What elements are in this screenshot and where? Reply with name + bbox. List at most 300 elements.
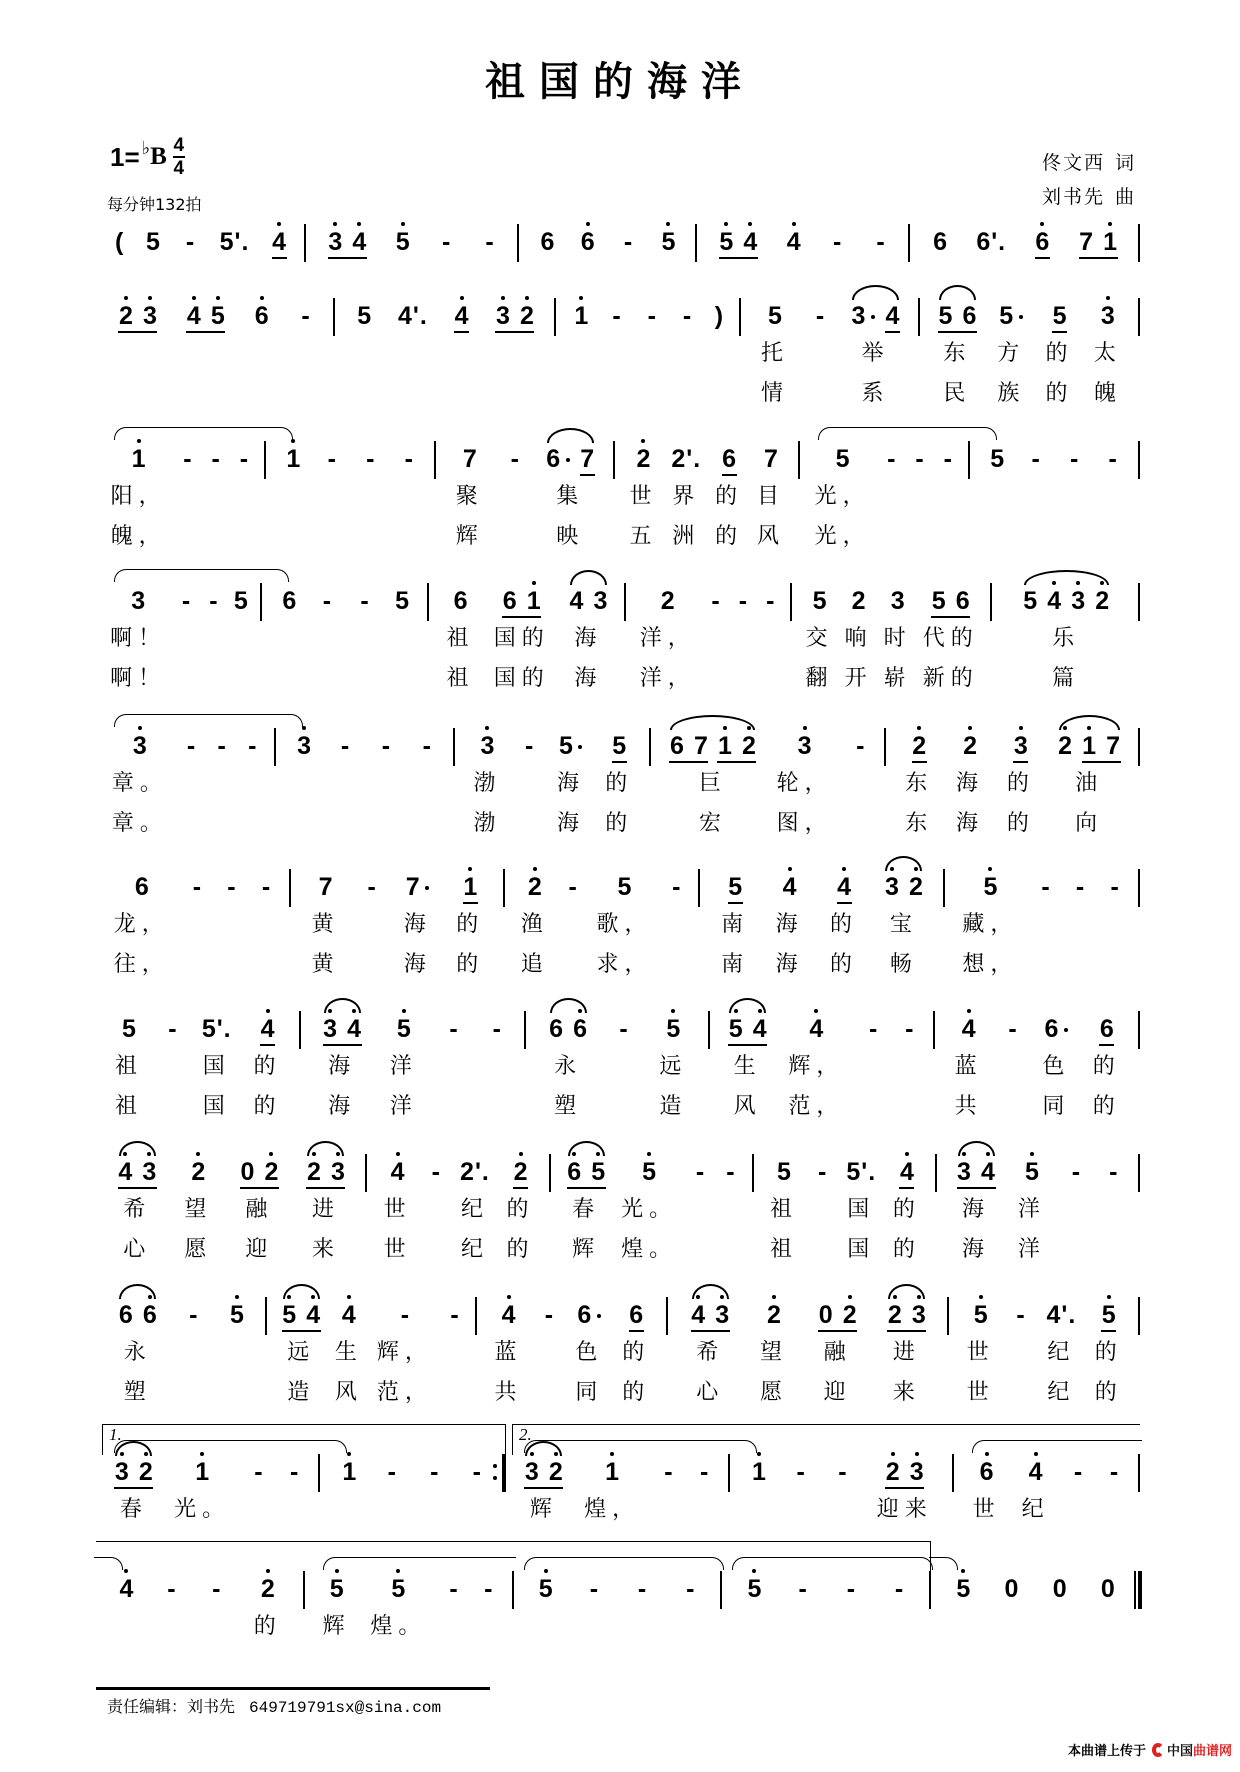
note-cell bbox=[507, 419, 522, 479]
note-cell bbox=[224, 847, 239, 907]
dash: - bbox=[686, 1575, 695, 1603]
high-octave-dot bbox=[266, 1009, 270, 1013]
note-cell bbox=[580, 202, 595, 262]
note: 2 bbox=[912, 732, 927, 760]
note-column bbox=[224, 847, 239, 987]
measure bbox=[526, 989, 709, 1129]
note-column bbox=[777, 706, 833, 846]
note-cell bbox=[527, 847, 542, 907]
note: 4 bbox=[961, 1015, 976, 1043]
measure bbox=[477, 1275, 668, 1415]
slurred-group bbox=[887, 1301, 926, 1332]
note: 2 bbox=[260, 1575, 275, 1603]
lyric-verse-2: 往， bbox=[113, 952, 170, 977]
note-column bbox=[1100, 1549, 1115, 1649]
note: 5 bbox=[617, 873, 632, 901]
note-column bbox=[760, 1275, 788, 1415]
dash: - bbox=[647, 302, 656, 330]
dash: - bbox=[1016, 1301, 1025, 1329]
dash: - bbox=[450, 1301, 459, 1329]
note: 6 bbox=[979, 1458, 994, 1486]
high-octave-dot bbox=[532, 581, 536, 585]
lyric-verse-1: 祖 bbox=[769, 1197, 798, 1222]
measure bbox=[626, 561, 792, 701]
note-column bbox=[851, 276, 900, 416]
beamed-group bbox=[728, 873, 743, 904]
note-column bbox=[522, 706, 537, 846]
note-column bbox=[546, 419, 595, 559]
note-cell bbox=[830, 202, 845, 262]
beamed-group bbox=[513, 1158, 528, 1189]
note: 4 bbox=[501, 1301, 516, 1329]
note-column bbox=[390, 989, 418, 1129]
lyric-verse-2: 五 bbox=[629, 524, 658, 549]
dash: - bbox=[943, 445, 952, 473]
note-column bbox=[115, 989, 143, 1129]
lyric-verse-1: 煌。 bbox=[370, 1614, 427, 1639]
note-cell bbox=[1028, 419, 1043, 479]
note: 4 bbox=[341, 1301, 356, 1329]
note-column bbox=[940, 419, 955, 559]
dash: - bbox=[796, 1458, 805, 1486]
lyric-verse-1: 进 bbox=[311, 1197, 340, 1222]
note-cell bbox=[118, 1132, 157, 1192]
note-column bbox=[206, 561, 221, 701]
note: 3 bbox=[890, 587, 905, 615]
slurred-group bbox=[957, 1158, 996, 1189]
beamed-group bbox=[912, 732, 927, 763]
measure bbox=[615, 419, 800, 559]
note-cell bbox=[1004, 1549, 1019, 1609]
note-cell bbox=[644, 276, 659, 336]
note-cell bbox=[1013, 706, 1028, 766]
beamed-group bbox=[1101, 1301, 1116, 1332]
key-time-signature bbox=[110, 136, 185, 178]
high-octave-dot bbox=[357, 222, 361, 226]
note-cell bbox=[165, 989, 180, 1049]
note: 5 bbox=[835, 445, 850, 473]
lyric-verse-1: 海 bbox=[556, 771, 585, 796]
note: 1 bbox=[574, 302, 589, 330]
lyric-verse-2: 辉 bbox=[455, 524, 484, 549]
measure bbox=[910, 202, 1140, 262]
dash: - bbox=[261, 873, 271, 901]
note: 3 bbox=[797, 732, 812, 760]
note-cell bbox=[453, 561, 468, 621]
high-octave-dot bbox=[1087, 726, 1091, 730]
slurred-group bbox=[728, 1015, 767, 1046]
dash: - bbox=[485, 228, 494, 256]
note: 7 bbox=[462, 445, 477, 473]
note-cell bbox=[786, 202, 801, 262]
augmentation-dot bbox=[597, 1314, 601, 1318]
lyric-verse-1: 融 bbox=[823, 1340, 852, 1365]
dash: - bbox=[301, 302, 310, 330]
note-cell bbox=[818, 1275, 857, 1335]
note-cell bbox=[1035, 202, 1050, 262]
note: 3 bbox=[131, 587, 146, 615]
note-cell bbox=[328, 202, 367, 262]
high-octave-dot bbox=[287, 1295, 291, 1299]
score-row bbox=[96, 419, 1140, 559]
high-octave-dot bbox=[723, 726, 727, 730]
lyric-verse-2: 篇 bbox=[1052, 666, 1081, 691]
lyric-verse-2: 的 bbox=[1092, 1094, 1121, 1119]
lyric-verse-2: 魄， bbox=[110, 524, 167, 549]
high-octave-dot bbox=[772, 1295, 776, 1299]
note: 6 bbox=[577, 1301, 592, 1329]
note-column bbox=[1067, 419, 1082, 559]
dash: - bbox=[189, 1301, 198, 1329]
site-logo-icon bbox=[1152, 1743, 1164, 1757]
dash: - bbox=[1041, 873, 1050, 901]
note-column bbox=[179, 561, 194, 701]
dash: - bbox=[544, 1301, 554, 1329]
note-column bbox=[447, 1275, 462, 1415]
lyric-verse-2: 愿 bbox=[184, 1237, 213, 1262]
note-cell bbox=[318, 847, 333, 907]
note-column bbox=[282, 1275, 321, 1415]
lyric-verse-1: 海 bbox=[574, 626, 603, 651]
note: 4 bbox=[752, 1015, 767, 1043]
lyric-verse-1: 洋 bbox=[389, 1054, 418, 1079]
note-column bbox=[893, 1132, 921, 1272]
lyric-verse-2: 映 bbox=[556, 524, 585, 549]
high-octave-dot bbox=[842, 867, 846, 871]
note-cell bbox=[812, 276, 827, 336]
note: 5'. bbox=[846, 1158, 877, 1186]
lyric-verse-2: 造 bbox=[659, 1094, 688, 1119]
note: 2 bbox=[887, 1301, 902, 1329]
note: 5 bbox=[812, 587, 827, 615]
lyric-verse-1: 辉 bbox=[322, 1614, 351, 1639]
note: 6 bbox=[502, 587, 517, 615]
slurred-group bbox=[1058, 732, 1121, 763]
note-column bbox=[567, 1132, 606, 1272]
note: 2 bbox=[842, 1301, 857, 1329]
measure bbox=[320, 1432, 506, 1532]
lyric-verse-1: 东 bbox=[943, 341, 972, 366]
note-column bbox=[541, 1275, 556, 1415]
lyric-verse-1: 辉， bbox=[376, 1340, 433, 1365]
beamed-group bbox=[186, 302, 225, 333]
high-octave-dot bbox=[1107, 1295, 1111, 1299]
note-column bbox=[184, 1132, 212, 1272]
note: 5 bbox=[329, 1575, 344, 1603]
note-cell bbox=[319, 561, 334, 621]
lyric-verse-1: 纪 bbox=[1047, 1340, 1076, 1365]
note-cell bbox=[574, 276, 589, 336]
lyric-verse-2: 范， bbox=[376, 1380, 433, 1405]
note: 7 bbox=[580, 445, 595, 473]
note: 1 bbox=[526, 587, 541, 615]
note-column bbox=[923, 561, 979, 701]
lyric-verse-2: 洲 bbox=[672, 524, 701, 549]
note: 0 bbox=[1004, 1575, 1019, 1603]
lyric-verse-1: 纪 bbox=[1021, 1497, 1050, 1522]
dash: - bbox=[441, 228, 451, 256]
dash: - bbox=[449, 1575, 458, 1603]
note-column bbox=[364, 847, 379, 987]
dash: - bbox=[1108, 445, 1117, 473]
lyric-verse-2: 煌。 bbox=[621, 1237, 678, 1262]
note: 3 bbox=[593, 587, 608, 615]
lyric-verse-2: 迎 bbox=[245, 1237, 274, 1262]
note-cell bbox=[513, 1132, 528, 1192]
score-row bbox=[96, 1549, 1140, 1649]
beamed-group bbox=[328, 228, 367, 259]
note-cell bbox=[540, 202, 555, 262]
note-cell bbox=[1068, 1132, 1083, 1192]
lyric-verse-1: 轮， bbox=[776, 771, 833, 796]
beamed-group bbox=[1082, 732, 1121, 763]
note-column bbox=[254, 276, 269, 416]
lyric-verse-1: 远 bbox=[287, 1340, 316, 1365]
dash: - bbox=[1075, 873, 1085, 901]
lyric-verse-2: 求， bbox=[596, 952, 653, 977]
dash: - bbox=[239, 445, 249, 473]
measure bbox=[96, 419, 266, 559]
dash: - bbox=[876, 228, 885, 256]
note-cell bbox=[629, 1275, 644, 1335]
score-row bbox=[96, 561, 1140, 701]
dash: - bbox=[327, 445, 336, 473]
note-column bbox=[1013, 1275, 1028, 1415]
high-octave-dot bbox=[519, 1152, 523, 1156]
measure bbox=[429, 561, 626, 701]
measure bbox=[697, 202, 911, 262]
note-cell bbox=[462, 419, 477, 479]
note: 4 bbox=[899, 1158, 914, 1186]
volta-bracket bbox=[730, 1424, 954, 1455]
lyric-verse-1: 聚 bbox=[455, 484, 484, 509]
note-cell bbox=[1013, 1275, 1028, 1335]
lyric-verse-1: 海 bbox=[403, 912, 432, 937]
measure bbox=[96, 1549, 305, 1649]
note-cell bbox=[357, 561, 372, 621]
note-column bbox=[114, 847, 170, 987]
note: 1 bbox=[1103, 228, 1118, 256]
note-column bbox=[549, 989, 588, 1129]
note: 2 bbox=[885, 1458, 900, 1486]
barline bbox=[1138, 298, 1140, 336]
note-cell bbox=[446, 989, 461, 1049]
note: 5 bbox=[999, 302, 1014, 330]
note-column bbox=[976, 202, 1006, 262]
note: 5 bbox=[990, 445, 1005, 473]
measure bbox=[800, 419, 970, 559]
note: 2 bbox=[264, 1158, 279, 1186]
lyric-verse-1: 生 bbox=[733, 1054, 762, 1079]
note-column bbox=[557, 706, 585, 846]
note-column bbox=[282, 561, 297, 701]
augmentation-dot bbox=[425, 886, 429, 890]
note-cell bbox=[272, 202, 287, 262]
beamed-group bbox=[722, 445, 737, 476]
note: 7 bbox=[1079, 228, 1094, 256]
lyric-verse-2: 宏 bbox=[698, 811, 727, 836]
note: 2 bbox=[138, 1458, 153, 1486]
score-row bbox=[96, 1275, 1140, 1415]
note-column bbox=[186, 1275, 201, 1415]
dash: - bbox=[699, 1458, 709, 1486]
note-column bbox=[473, 706, 501, 846]
note: 5 bbox=[282, 1301, 297, 1329]
note: 6 bbox=[722, 445, 737, 473]
note-column bbox=[902, 989, 917, 1129]
note-column bbox=[846, 1132, 876, 1272]
dash: - bbox=[815, 302, 825, 330]
note-column bbox=[866, 989, 881, 1129]
note: 4 bbox=[809, 1015, 824, 1043]
note-column bbox=[186, 276, 225, 416]
lyric-verse-2: 民 bbox=[943, 381, 972, 406]
note: 7 bbox=[405, 873, 420, 901]
editor-name: 责任编辑：刘书先 bbox=[107, 1697, 236, 1716]
note: 3 bbox=[328, 228, 343, 256]
note-cell bbox=[254, 276, 269, 336]
note: 2 bbox=[766, 1301, 781, 1329]
lyric-verse-1: 洋 bbox=[1017, 1197, 1046, 1222]
slurred-group bbox=[884, 873, 923, 901]
note-column bbox=[1079, 202, 1118, 262]
note-column bbox=[715, 276, 723, 416]
note-column bbox=[233, 561, 248, 701]
note-cell bbox=[565, 847, 580, 907]
note: 5 bbox=[229, 1301, 244, 1329]
note-cell bbox=[567, 1132, 606, 1192]
note-column bbox=[110, 561, 166, 701]
measure bbox=[551, 1132, 754, 1272]
measure bbox=[722, 1549, 931, 1649]
measure bbox=[301, 989, 527, 1129]
note-column bbox=[494, 561, 550, 701]
note-column bbox=[447, 561, 475, 701]
dash: - bbox=[492, 1015, 501, 1043]
key-note: B bbox=[150, 143, 167, 170]
site-name-b: 曲谱网 bbox=[1192, 1744, 1232, 1759]
beamed-group bbox=[629, 1301, 644, 1332]
note: 5 bbox=[1024, 1158, 1039, 1186]
dash: - bbox=[181, 587, 191, 615]
note: 2 bbox=[191, 1158, 206, 1186]
note-column bbox=[338, 706, 353, 846]
beamed-group bbox=[502, 587, 541, 618]
note-cell bbox=[549, 989, 588, 1049]
note: 4 bbox=[981, 1158, 996, 1186]
high-octave-dot bbox=[123, 1152, 127, 1156]
slurred-group bbox=[691, 1301, 730, 1332]
note-cell bbox=[558, 706, 583, 766]
dash: - bbox=[682, 302, 692, 330]
note: 3 bbox=[851, 302, 866, 330]
lyric-verse-2: 开 bbox=[844, 666, 873, 691]
dash: - bbox=[167, 1575, 176, 1603]
note-column bbox=[1107, 847, 1122, 987]
lyric-verse-2: 新的 bbox=[922, 666, 979, 691]
note-column bbox=[482, 202, 497, 262]
note-cell bbox=[439, 202, 454, 262]
lyricist-credit bbox=[1042, 148, 1136, 175]
measure bbox=[556, 276, 742, 416]
lyric-verse-2: 崭 bbox=[883, 666, 912, 691]
dash: - bbox=[248, 732, 257, 760]
note-column bbox=[254, 989, 282, 1129]
high-octave-dot bbox=[848, 1295, 852, 1299]
lyric-verse-1: 的 bbox=[1092, 1054, 1121, 1079]
note-cell bbox=[693, 1132, 708, 1192]
note: 2'. bbox=[671, 445, 702, 473]
high-octave-dot bbox=[696, 1295, 700, 1299]
lyric-verse-1: 的 bbox=[1006, 771, 1035, 796]
dash: - bbox=[838, 1458, 847, 1486]
note: 4 bbox=[454, 302, 469, 330]
high-octave-dot bbox=[734, 1009, 738, 1013]
dash: - bbox=[360, 587, 369, 615]
dash: - bbox=[766, 587, 775, 615]
lyric-verse-2: 翻 bbox=[805, 666, 834, 691]
measure bbox=[970, 419, 1140, 559]
dash: - bbox=[1109, 1158, 1118, 1186]
note-column bbox=[324, 419, 339, 559]
dash: - bbox=[254, 1458, 263, 1486]
note: 4 bbox=[347, 1015, 362, 1043]
dash: - bbox=[798, 1575, 807, 1603]
note-cell bbox=[973, 1275, 988, 1335]
note-cell bbox=[489, 989, 504, 1049]
dash: - bbox=[619, 1015, 628, 1043]
note-column bbox=[884, 847, 923, 987]
note-column bbox=[956, 706, 984, 846]
lyric-verse-2: 国 bbox=[847, 1237, 876, 1262]
note-cell bbox=[983, 847, 998, 907]
note-column bbox=[1093, 989, 1121, 1129]
lyric-verse-1: 春 bbox=[119, 1497, 148, 1522]
note-column bbox=[184, 706, 199, 846]
slurred-group bbox=[938, 302, 977, 333]
augmentation-dot bbox=[578, 745, 582, 749]
dash: - bbox=[192, 873, 202, 901]
note: 6 bbox=[134, 873, 149, 901]
note-column bbox=[395, 561, 410, 701]
high-octave-dot bbox=[1063, 726, 1067, 730]
lyric-verse-1: 世 bbox=[383, 1197, 412, 1222]
note-column bbox=[323, 989, 362, 1129]
lyric-verse-2: 的 bbox=[892, 1237, 921, 1262]
note: 3 bbox=[884, 873, 899, 901]
lyric-verse-1: 祖 bbox=[114, 1054, 143, 1079]
high-octave-dot bbox=[792, 222, 796, 226]
lyric-verse-2: 国 bbox=[202, 1094, 231, 1119]
note-column bbox=[574, 276, 589, 416]
note: 5 bbox=[956, 1575, 971, 1603]
note-column bbox=[208, 419, 223, 559]
note: 3 bbox=[297, 732, 312, 760]
note-column bbox=[286, 419, 301, 559]
note-column bbox=[1094, 276, 1122, 416]
note-cell bbox=[341, 1275, 356, 1335]
note-cell bbox=[121, 989, 136, 1049]
note: 5 bbox=[938, 302, 953, 330]
final-barline bbox=[1134, 1571, 1142, 1609]
note: 2 bbox=[741, 732, 756, 760]
lyric-verse-1: 的 bbox=[605, 771, 634, 796]
lyric-verse-2: 同 bbox=[575, 1380, 604, 1405]
tie-arc bbox=[818, 427, 972, 440]
note-column bbox=[236, 419, 251, 559]
note-column bbox=[111, 419, 167, 559]
high-octave-dot bbox=[277, 222, 281, 226]
